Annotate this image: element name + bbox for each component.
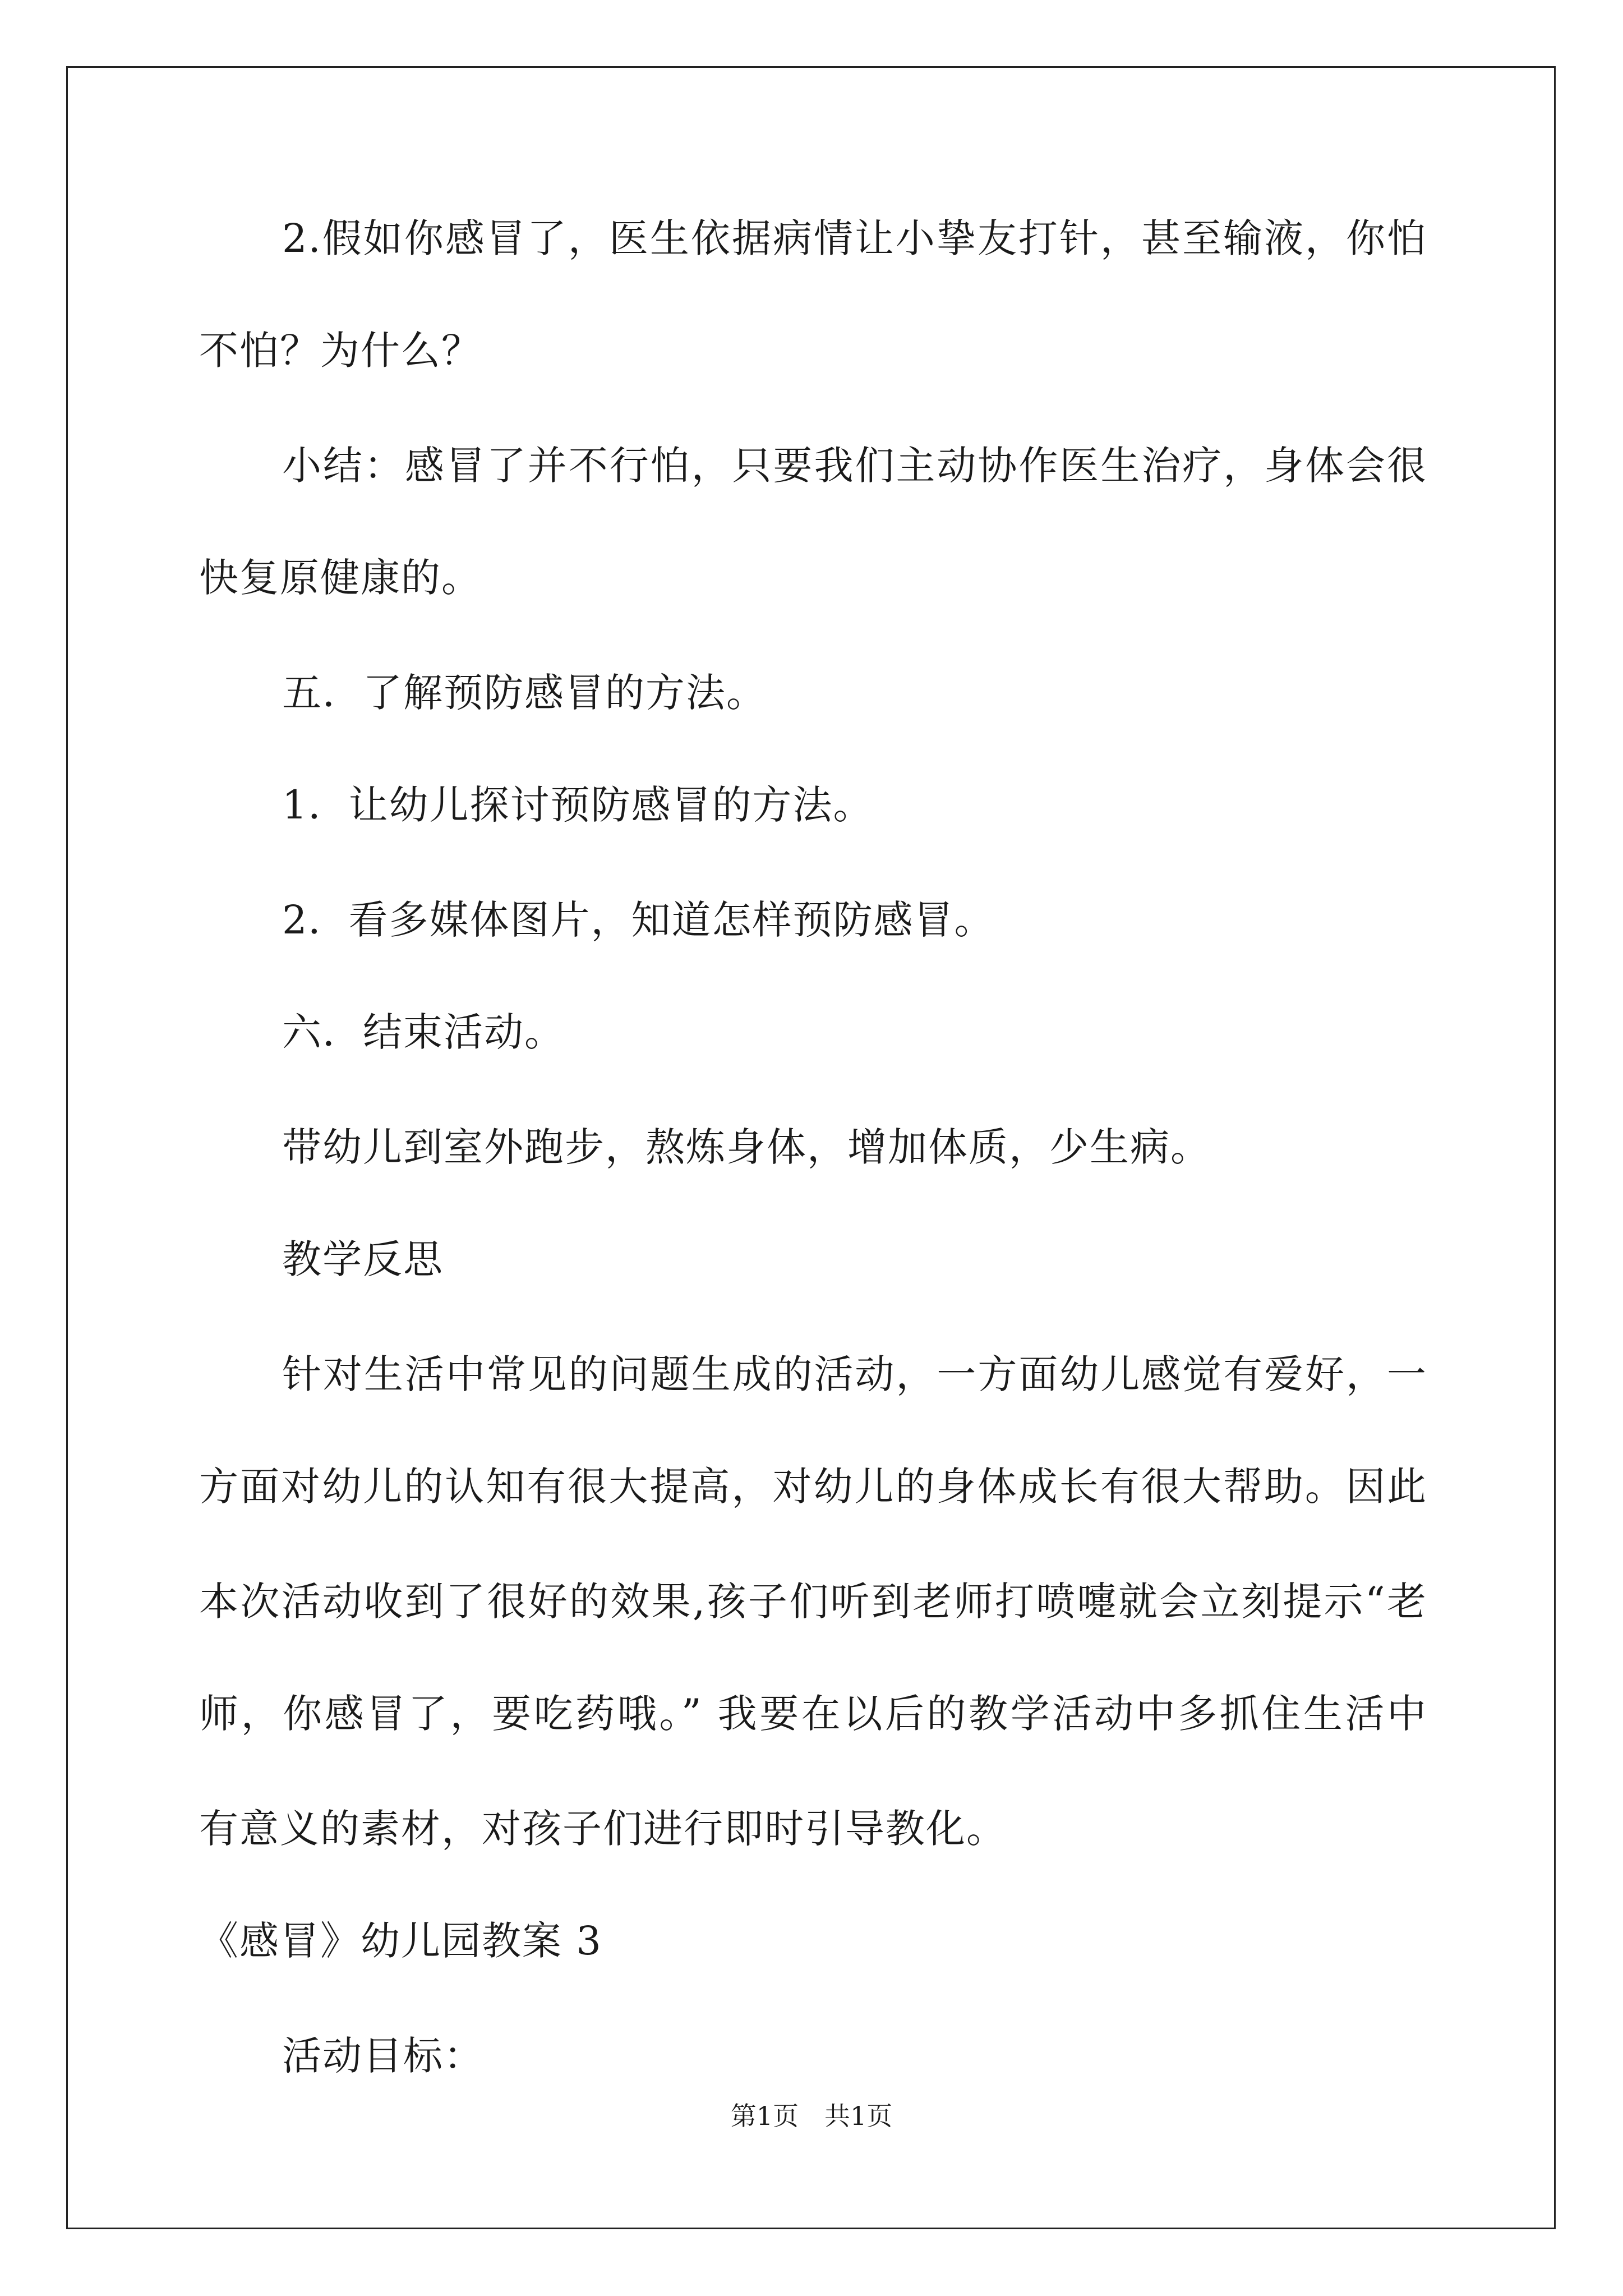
paragraph-line: 小结：感冒了并不行怕，只要我们主动协作医生治疗，身体会很 <box>282 443 1427 489</box>
paragraph-line: 不怕？为什么？ <box>199 328 482 374</box>
paragraph-line: 本次活动收到了很好的效果,孩子们听到老师打喷嚏就会立刻提示“老 <box>199 1579 1427 1625</box>
paragraph-line: 方面对幼儿的认知有很大提高，对幼儿的身体成长有很大帮助。因此 <box>199 1464 1427 1510</box>
section-heading: 五．了解预防感冒的方法。 <box>282 670 767 716</box>
list-item: 2．看多媒体图片，知道怎样预防感冒。 <box>282 897 995 943</box>
paragraph-line: 带幼儿到室外跑步，熬炼身体，增加体质，少生病。 <box>282 1124 1211 1170</box>
paragraph-line: 2.假如你感冒了，医生依据病情让小挚友打针，甚至输液，你怕 <box>282 215 1427 261</box>
page-footer: 第1页 共1页 <box>730 2101 893 2131</box>
section-heading: 活动目标： <box>282 2033 484 2079</box>
section-heading: 六．结束活动。 <box>282 1009 565 1055</box>
paragraph-line: 师，你感冒了，要吃药哦。” 我要在以后的教学活动中多抓住生活中 <box>199 1691 1427 1737</box>
paragraph-line: 针对生活中常见的问题生成的活动，一方面幼儿感觉有爱好，一 <box>282 1351 1427 1397</box>
document-heading: 《感冒》幼儿园教案 3 <box>199 1918 602 1964</box>
paragraph-line: 快复原健康的。 <box>199 555 482 601</box>
paragraph-line: 有意义的素材，对孩子们进行即时引导教化。 <box>199 1806 1007 1852</box>
list-item: 1．让幼儿探讨预防感冒的方法。 <box>282 782 874 828</box>
section-heading: 教学反思 <box>282 1236 444 1282</box>
